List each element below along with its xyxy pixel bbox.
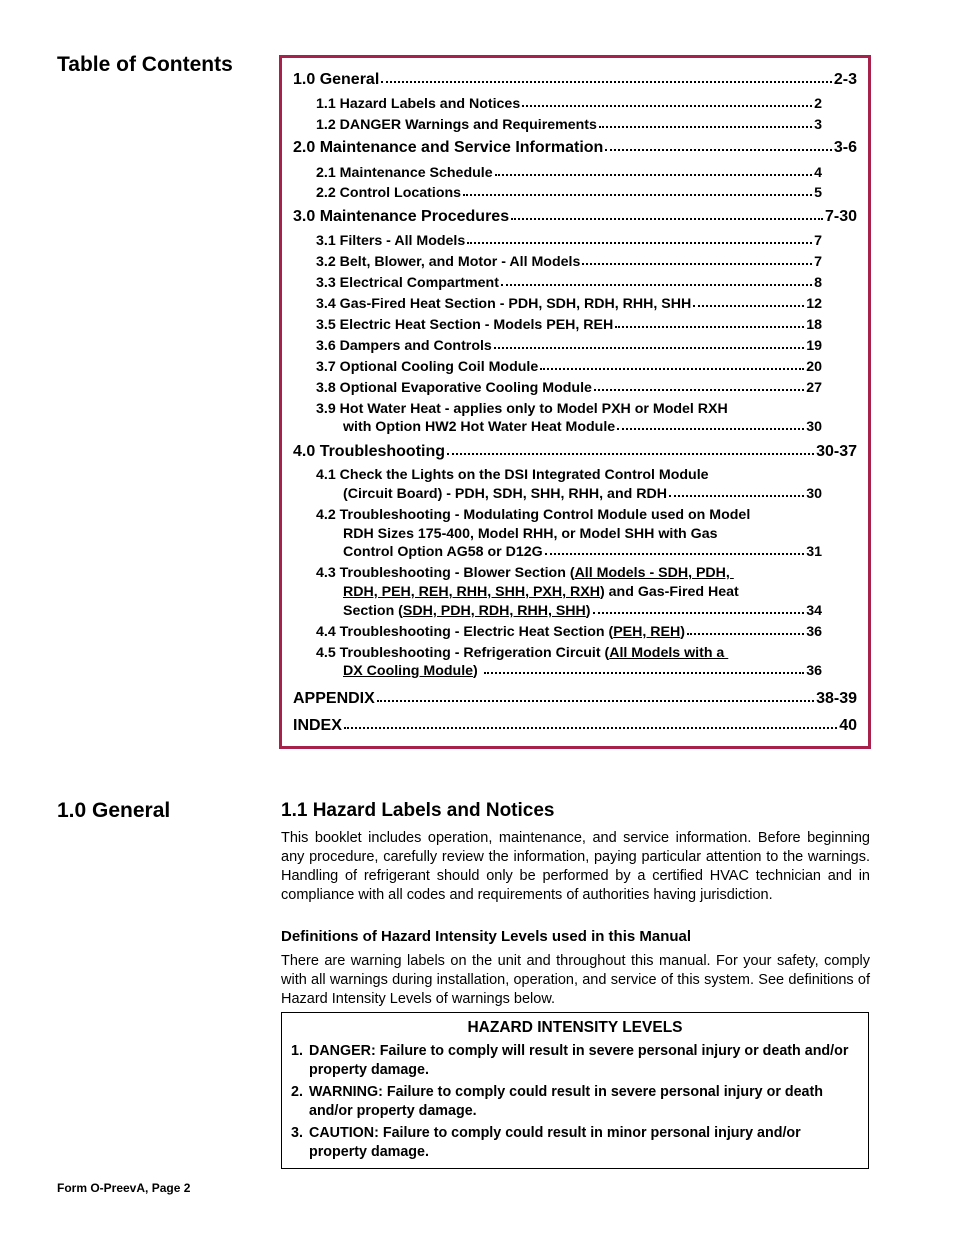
toc-entry-4-1[interactable] (316, 467, 822, 483)
toc-entry-page: 3-6 (833, 139, 857, 156)
toc-entry-title: 1.1 Hazard Labels and Notices (316, 96, 521, 112)
toc-entry-4-2-cont[interactable] (343, 526, 822, 542)
toc-entry-4-3-cont[interactable] (343, 603, 822, 619)
toc-entry-title-cont: (Circuit Board) - PDH, SDH, SHH, RHH, and RDH (343, 486, 667, 502)
toc-entry-page: 30 (806, 486, 822, 502)
dot-leader (593, 611, 805, 614)
hazard-item-number: 1. (291, 1043, 303, 1059)
dot-leader (594, 388, 804, 391)
toc-entry-title: 4.2 Troubleshooting - Modulating Control Module used on Model (316, 507, 751, 523)
dot-leader (605, 148, 832, 151)
toc-entry-page: 19 (806, 338, 822, 354)
toc-entry-title: 4.5 Troubleshooting - Refrigeration Circuit ( (316, 645, 610, 661)
hazard-item-warning (291, 1083, 850, 1121)
toc-entry-4-1-cont[interactable] (343, 486, 822, 502)
toc-entry-model-link: All Models - SDH, PDH, (574, 565, 734, 581)
toc-entry-4-5-cont[interactable] (343, 663, 822, 679)
definitions-subheading: Definitions of Hazard Intensity Levels used in this Manual (281, 928, 692, 945)
toc-entry-page: 12 (806, 296, 822, 312)
toc-entry-title-cont: with Option HW2 Hot Water Heat Module (343, 419, 616, 435)
toc-entry-model-link: All Models with a (609, 645, 729, 661)
toc-entry-page: 31 (806, 544, 822, 560)
toc-entry-4-3[interactable] (316, 565, 822, 581)
dot-leader (344, 726, 837, 729)
toc-entry-page: 4 (814, 165, 822, 181)
toc-entry-page: 36 (806, 663, 822, 679)
toc-entry-4-3-cont[interactable] (343, 584, 822, 600)
toc-entry-2-0[interactable] (293, 139, 857, 157)
section-title: 1.1 Hazard Labels and Notices (281, 800, 555, 821)
dot-leader (467, 241, 812, 244)
toc-entry-3-1[interactable] (316, 233, 822, 249)
toc-entry-1-1[interactable] (316, 96, 822, 112)
definitions-paragraph: There are warning labels on the unit and throughout this manual. For your safety, comply with all warnings during installation, operation, and service of this system. See definitions of Hazard Intensity Levels of warnings below. (281, 953, 870, 1007)
toc-entry-4-4[interactable] (316, 624, 822, 640)
toc-entry-title-cont: ) (585, 603, 591, 619)
toc-entry-title: 3.0 Maintenance Procedures (293, 208, 510, 225)
toc-entry-title: INDEX (293, 717, 342, 734)
toc-entry-2-2[interactable] (316, 185, 822, 201)
toc-entry-1-2[interactable] (316, 117, 822, 133)
toc-entry-title-cont: RDH Sizes 175-400, Model RHH, or Model SHH with Gas (343, 526, 718, 542)
toc-entry-4-2-cont[interactable] (343, 544, 822, 560)
toc-entry-3-0[interactable] (293, 208, 857, 226)
dot-leader (669, 494, 804, 497)
page-footer: Form O-PreevA, Page 2 (57, 1181, 191, 1195)
toc-entry-title-cont: ) and Gas-Fired Heat (599, 584, 739, 600)
toc-heading: Table of Contents (57, 53, 233, 76)
toc-entry-page: 7 (814, 233, 822, 249)
toc-entry-title-cont: ) (680, 624, 685, 640)
toc-entry-title-cont: ) (473, 663, 482, 679)
toc-entry-title: 3.7 Optional Cooling Coil Module (316, 359, 539, 375)
toc-entry-title: 3.4 Gas-Fired Heat Section - PDH, SDH, RDH, RHH, SHH (316, 296, 692, 312)
toc-entry-model-link: RDH, PEH, REH, RHH, SHH, PXH, RXH (343, 584, 600, 600)
toc-entry-3-9[interactable] (316, 401, 822, 417)
hazard-levels-title: HAZARD INTENSITY LEVELS (467, 1019, 683, 1036)
toc-entry-page: 40 (839, 717, 857, 734)
toc-entry-page: 30 (806, 419, 822, 435)
toc-entry-model-link: SDH, PDH, RDH, RHH, SHH (402, 603, 586, 619)
dot-leader (545, 552, 805, 555)
toc-entry-page: 36 (806, 624, 822, 640)
toc-entry-appendix[interactable] (293, 690, 857, 708)
toc-entry-title-cont: Section ( (343, 603, 403, 619)
toc-entry-page: 38-39 (816, 690, 857, 707)
toc-entry-page: 7 (814, 254, 822, 270)
dot-leader (615, 325, 804, 328)
toc-entry-title: 2.1 Maintenance Schedule (316, 165, 493, 181)
toc-entry-4-5[interactable] (316, 645, 822, 661)
toc-entry-title: APPENDIX (293, 690, 375, 707)
toc-entry-3-4[interactable] (316, 296, 822, 312)
dot-leader (687, 632, 804, 635)
hazard-item-number: 2. (291, 1084, 303, 1100)
toc-entry-model-link: PEH, REH (613, 624, 681, 640)
toc-entry-3-7[interactable] (316, 359, 822, 375)
toc-entry-3-6[interactable] (316, 338, 822, 354)
toc-entry-3-3[interactable] (316, 275, 822, 291)
toc-entry-page: 5 (814, 185, 822, 201)
toc-entry-2-1[interactable] (316, 165, 822, 181)
dot-leader (495, 173, 812, 176)
toc-entry-page: 30-37 (816, 443, 857, 460)
toc-entry-title: 4.0 Troubleshooting (293, 443, 446, 460)
hazard-item-text: WARNING: Failure to comply could result in severe personal injury or death and/or property damage. (309, 1084, 823, 1119)
toc-entry-title: 2.0 Maintenance and Service Information (293, 139, 604, 156)
dot-leader (447, 452, 814, 455)
dot-leader (463, 193, 812, 196)
hazard-item-caution (291, 1124, 850, 1162)
table-of-contents-box (279, 55, 871, 749)
toc-entry-title: 1.2 DANGER Warnings and Requirements (316, 117, 597, 133)
toc-entry-title: 3.2 Belt, Blower, and Motor - All Models (316, 254, 581, 270)
dot-leader (511, 217, 823, 220)
toc-entry-title-cont: Control Option AG58 or D12G (343, 544, 543, 560)
toc-entry-title: 4.3 Troubleshooting - Blower Section ( (316, 565, 575, 581)
toc-entry-page: 8 (814, 275, 822, 291)
toc-entry-title: 3.5 Electric Heat Section - Models PEH, REH (316, 317, 614, 333)
toc-entry-page: 20 (806, 359, 822, 375)
toc-entry-3-5[interactable] (316, 317, 822, 333)
toc-entry-page: 18 (806, 317, 822, 333)
hazard-item-number: 3. (291, 1125, 303, 1141)
dot-leader (484, 671, 805, 674)
toc-entry-title: 3.8 Optional Evaporative Cooling Module (316, 380, 592, 396)
toc-entry-3-8[interactable] (316, 380, 822, 396)
toc-entry-title: 3.3 Electrical Compartment (316, 275, 499, 291)
toc-entry-3-9-cont[interactable] (343, 419, 822, 435)
toc-entry-page: 2 (814, 96, 822, 112)
toc-entry-page: 3 (814, 117, 822, 133)
toc-entry-index[interactable] (293, 717, 857, 735)
hazard-levels-box (281, 1012, 869, 1169)
toc-entry-model-link: DX Cooling Module (343, 663, 474, 679)
toc-entry-title: 2.2 Control Locations (316, 185, 462, 201)
toc-entry-4-0[interactable] (293, 443, 857, 461)
dot-leader (617, 427, 804, 430)
hazard-item-text: CAUTION: Failure to comply could result in minor personal injury and/or property damage. (309, 1125, 801, 1160)
toc-entry-page: 7-30 (824, 208, 857, 225)
dot-leader (540, 367, 804, 370)
section-heading-general: 1.0 General (57, 799, 171, 822)
dot-leader (494, 346, 804, 349)
intro-paragraph: This booklet includes operation, maintenance, and service information. Before beginning any procedure, carefully review the information, paying particular attention to the warnings. Handling of refrigerant should only be performed by a certified HVAC technician and in compliance with all codes and requirements of authorities having jurisdiction. (281, 830, 870, 903)
dot-leader (501, 283, 812, 286)
toc-entry-title: 3.6 Dampers and Controls (316, 338, 492, 354)
dot-leader (522, 104, 812, 107)
dot-leader (377, 699, 814, 702)
dot-leader (381, 80, 832, 83)
toc-entry-3-2[interactable] (316, 254, 822, 270)
toc-entry-title: 3.9 Hot Water Heat - applies only to Model PXH or Model RXH (316, 401, 728, 417)
toc-entry-page: 2-3 (833, 71, 857, 88)
dot-leader (582, 262, 812, 265)
toc-entry-4-2[interactable] (316, 507, 822, 523)
toc-entry-title: 4.1 Check the Lights on the DSI Integrated Control Module (316, 467, 709, 483)
toc-entry-page: 34 (806, 603, 822, 619)
toc-entry-page: 27 (806, 380, 822, 396)
hazard-item-danger (291, 1042, 850, 1080)
hazard-item-text: DANGER: Failure to comply will result in severe personal injury or death and/or property damage. (309, 1043, 849, 1078)
toc-entry-title: 4.4 Troubleshooting - Electric Heat Section ( (316, 624, 614, 640)
toc-entry-title: 1.0 General (293, 71, 380, 88)
dot-leader (599, 125, 812, 128)
toc-entry-title: 3.1 Filters - All Models (316, 233, 466, 249)
toc-entry-1-0[interactable] (293, 71, 857, 89)
dot-leader (693, 304, 804, 307)
